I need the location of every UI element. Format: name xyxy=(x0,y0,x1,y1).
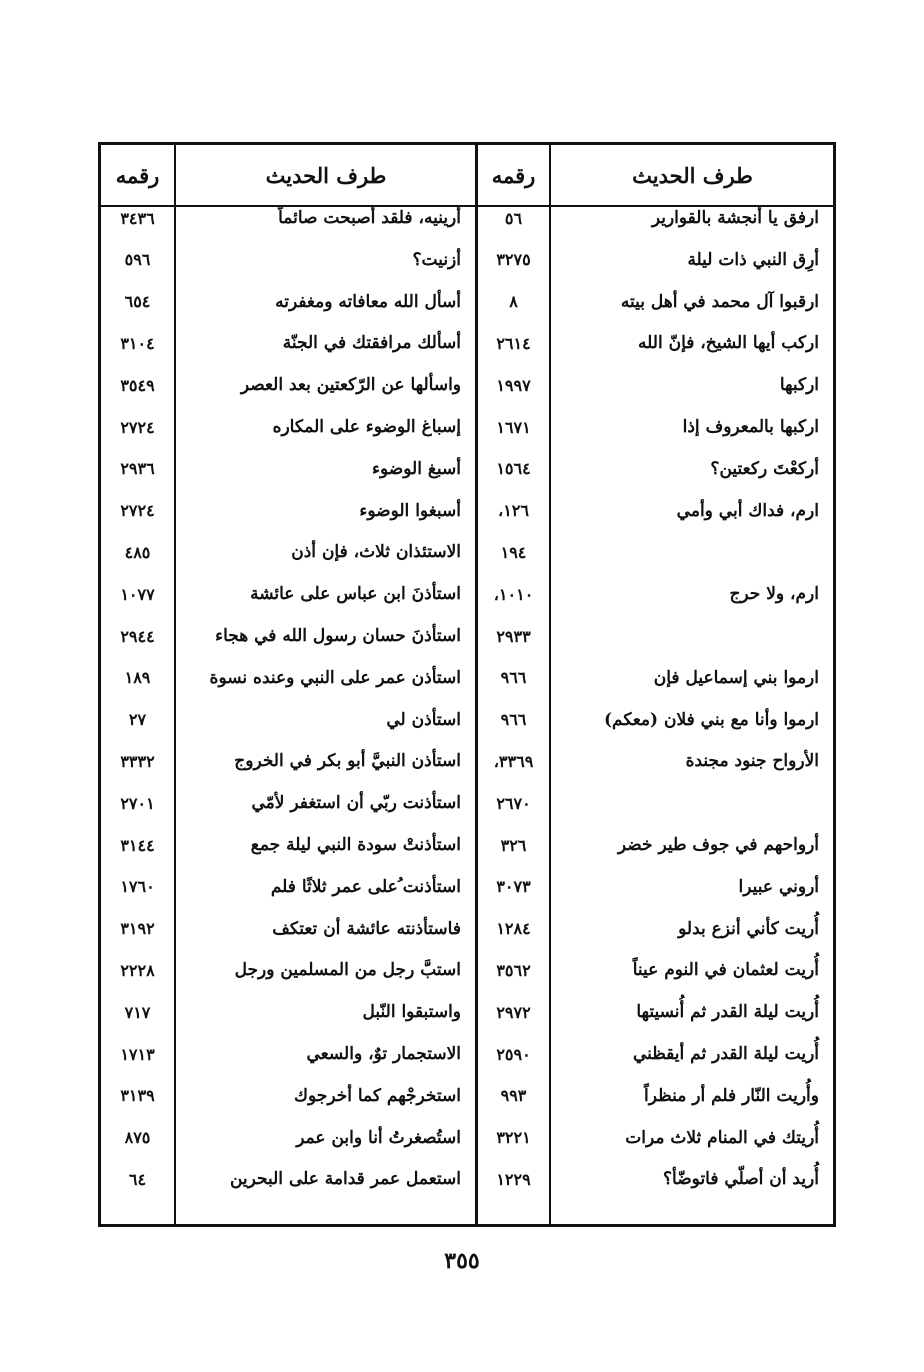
right-entry-text xyxy=(552,782,833,824)
left-entry-text: استأذن عمر على النبي وعنده نسوة xyxy=(209,667,461,688)
left-entry-text: استأذنتْ سودة النبي ليلة جمع xyxy=(250,835,461,855)
left-entry-text: إسباغ الوضوء على المكاره xyxy=(272,417,461,437)
right-entry-text: أُريت كأني أنزع بدلو xyxy=(678,918,819,939)
left-entry-number: ٣٥٤٩ xyxy=(120,375,155,395)
left-entry-text: واستبقوا النّبل xyxy=(362,1002,461,1023)
left-entry-number: ٣١٩٢ xyxy=(120,919,155,939)
right-entry-number: ٢٩٣٣ xyxy=(496,626,531,646)
right-entry-text: أُريت ليلة القدر ثم أيقظني xyxy=(632,1044,819,1064)
left-entry-number: ٣١٣٩ xyxy=(120,1086,155,1106)
left-entry-number: ٢٢٢٨ xyxy=(120,960,155,980)
right-entry-number: ٩٦٦ xyxy=(500,710,527,730)
right-entry-text xyxy=(552,615,833,657)
right-entry-number: ٩٦٦ xyxy=(500,668,527,688)
right-entry-number: ١٢٨٤ xyxy=(496,919,531,939)
left-entry-text: أرينيه، فلقد أصبحت صائماً xyxy=(278,208,461,228)
left-entry-number: ١٧٦٠ xyxy=(120,877,155,897)
left-entry-text: فاستأذنته عائشة أن تعتكف xyxy=(272,918,461,939)
left-entry-text: استأذن لي xyxy=(386,709,461,730)
right-entry-number: ١٦٧١ xyxy=(496,417,531,437)
right-entry-text: ارقبوا آل محمد في أهل بيته xyxy=(620,291,819,312)
right-entry-text: اركبها xyxy=(779,375,819,396)
left-entry-number: ١٨٩ xyxy=(124,668,151,688)
right-entry-number: ٣٣٦٩، xyxy=(493,751,534,771)
left-entry-text: استبَّ رجل من المسلمين ورجل xyxy=(234,960,461,981)
right-entry-number: ٢٦١٤ xyxy=(496,333,531,353)
left-entry-number: ٨٧٥ xyxy=(124,1128,151,1148)
left-entry-number: ٣١٠٤ xyxy=(120,333,155,353)
left-entry-number: ٥٩٦ xyxy=(124,250,151,270)
column-divider xyxy=(549,145,551,1224)
right-entry-number: ٢٩٧٢ xyxy=(496,1002,531,1022)
page-number: ٣٥٥ xyxy=(444,1248,480,1274)
right-entry-number: ١٠١٠، xyxy=(493,584,534,604)
right-entry-number: ٣٢٧٥ xyxy=(496,250,531,270)
right-entry-text: أُريت ليلة القدر ثم أُنسيتها xyxy=(636,1002,819,1023)
left-entry-number: ١٧١٣ xyxy=(120,1044,155,1064)
right-entry-number: ١٥٦٤ xyxy=(496,459,531,479)
left-entry-number: ٢٧٢٤ xyxy=(120,501,155,521)
right-entry-number: ٣٥٦٢ xyxy=(496,960,531,980)
left-entry-text: أسبغ الوضوء xyxy=(372,458,461,479)
column-divider xyxy=(174,145,176,1224)
right-entry-number: ٣٢٦ xyxy=(500,835,527,855)
right-entry-number: ١٢٦، xyxy=(498,501,529,521)
right-entry-text: أُريت لعثمان في النوم عيناً xyxy=(632,960,819,981)
left-entry-number: ٦٥٤ xyxy=(124,292,151,312)
right-entry-text: أُريتك في المنام ثلاث مرات xyxy=(625,1127,819,1148)
left-entry-number: ٧١٧ xyxy=(124,1002,151,1022)
left-entry-text: واسألها عن الرّكعتين بعد العصر xyxy=(240,375,461,396)
right-entry-number: ١٩٤ xyxy=(500,542,527,562)
right-entry-text: أروني عبيرا xyxy=(738,876,819,897)
index-table xyxy=(98,142,836,1227)
left-entry-number: ٢٧٠١ xyxy=(120,793,155,813)
left-entry-number: ٢٧٢٤ xyxy=(120,417,155,437)
right-entry-number: ٣٠٧٣ xyxy=(496,877,531,897)
header-left-num: رقمه xyxy=(115,162,160,188)
left-entry-text: استأذنت ُعلى عمر ثلاثًا فلم xyxy=(270,876,461,897)
right-entry-text: اركبها بالمعروف إذا xyxy=(682,417,819,437)
right-entry-text: ارفق يا أنجشة بالقوارير xyxy=(651,208,819,228)
right-entry-number: ١٩٩٧ xyxy=(496,375,531,395)
left-entry-text: أزنيت؟ xyxy=(412,249,461,270)
right-entry-text xyxy=(552,531,833,573)
right-entry-number: ٣٢٢١ xyxy=(496,1128,531,1148)
left-entry-text: استأذنَ ابن عباس على عائشة xyxy=(250,584,461,605)
right-entry-number: ٢٥٩٠ xyxy=(496,1044,531,1064)
right-entry-text: ارموا بني إسماعيل فإن xyxy=(653,667,819,688)
right-entry-number: ٥٦ xyxy=(504,208,523,228)
left-entry-text: استأذنَ حسان رسول الله في هجاء xyxy=(215,626,461,646)
right-entry-text: وأُريت النّار فلم أر منظراً xyxy=(644,1085,819,1106)
right-entry-text: ارم، ولا حرج xyxy=(729,584,819,605)
right-entry-number: ٨ xyxy=(509,292,518,312)
left-entry-text: الاستجمار توٌ، والسعي xyxy=(306,1044,461,1064)
header-right-text: طرف الحديث xyxy=(632,162,753,188)
right-entry-text: أرِق النبي ذات ليلة xyxy=(687,249,819,270)
left-entry-number: ٦٤ xyxy=(128,1169,147,1189)
left-entry-number: ٢٧ xyxy=(128,710,147,730)
left-entry-number: ٢٩٣٦ xyxy=(120,459,155,479)
right-entry-text: أرواحهم في جوف طير خضر xyxy=(617,835,819,855)
right-entry-text: ارموا وأنا مع بني فلان (معكم) xyxy=(603,709,819,730)
left-entry-text: أسألك مرافقتك في الجنّة xyxy=(282,333,461,354)
right-entry-text: الأرواح جنود مجندة xyxy=(685,751,819,772)
left-entry-number: ٤٨٥ xyxy=(124,542,151,562)
right-entry-text: أركعْتَ ركعتين؟ xyxy=(710,458,819,479)
left-entry-number: ٢٩٤٤ xyxy=(120,626,155,646)
left-entry-text: استأذنت ربّي أن استغفر لأمّي xyxy=(251,793,461,814)
left-entry-number: ٣١٤٤ xyxy=(120,835,155,855)
left-entry-text: الاستئذان ثلاث، فإن أذن xyxy=(291,542,461,563)
left-entry-text: أسبغوا الوضوء xyxy=(359,500,461,521)
right-entry-text: ارم، فداك أبي وأمي xyxy=(676,500,819,521)
right-entry-text: اركب أيها الشيخ، فإنّ الله xyxy=(638,333,819,354)
left-entry-number: ١٠٧٧ xyxy=(120,584,155,604)
left-entry-number: ٣٣٣٢ xyxy=(120,751,155,771)
left-entry-number: ٣٤٣٦ xyxy=(120,208,155,228)
header-right-num: رقمه xyxy=(491,162,536,188)
right-entry-number: ٩٩٣ xyxy=(500,1086,527,1106)
right-entry-number: ١٢٢٩ xyxy=(496,1169,531,1189)
left-entry-text: استأذن النبيَّ أبو بكر في الخروج xyxy=(234,751,461,772)
left-entry-text: أسأل الله معافاته ومغفرته xyxy=(275,291,461,312)
left-entry-text: استعمل عمر قدامة على البحرين xyxy=(229,1169,461,1190)
right-entry-text: أُريد أن أصلّي فاتوضّأ؟ xyxy=(663,1169,819,1190)
left-entry-text: استُصغرتُ أنا وابن عمر xyxy=(296,1127,461,1148)
header-left-text: طرف الحديث xyxy=(265,162,387,188)
left-entry-text: استخرجْهم كما أخرجوك xyxy=(294,1085,461,1106)
right-entry-number: ٢٦٧٠ xyxy=(496,793,531,813)
